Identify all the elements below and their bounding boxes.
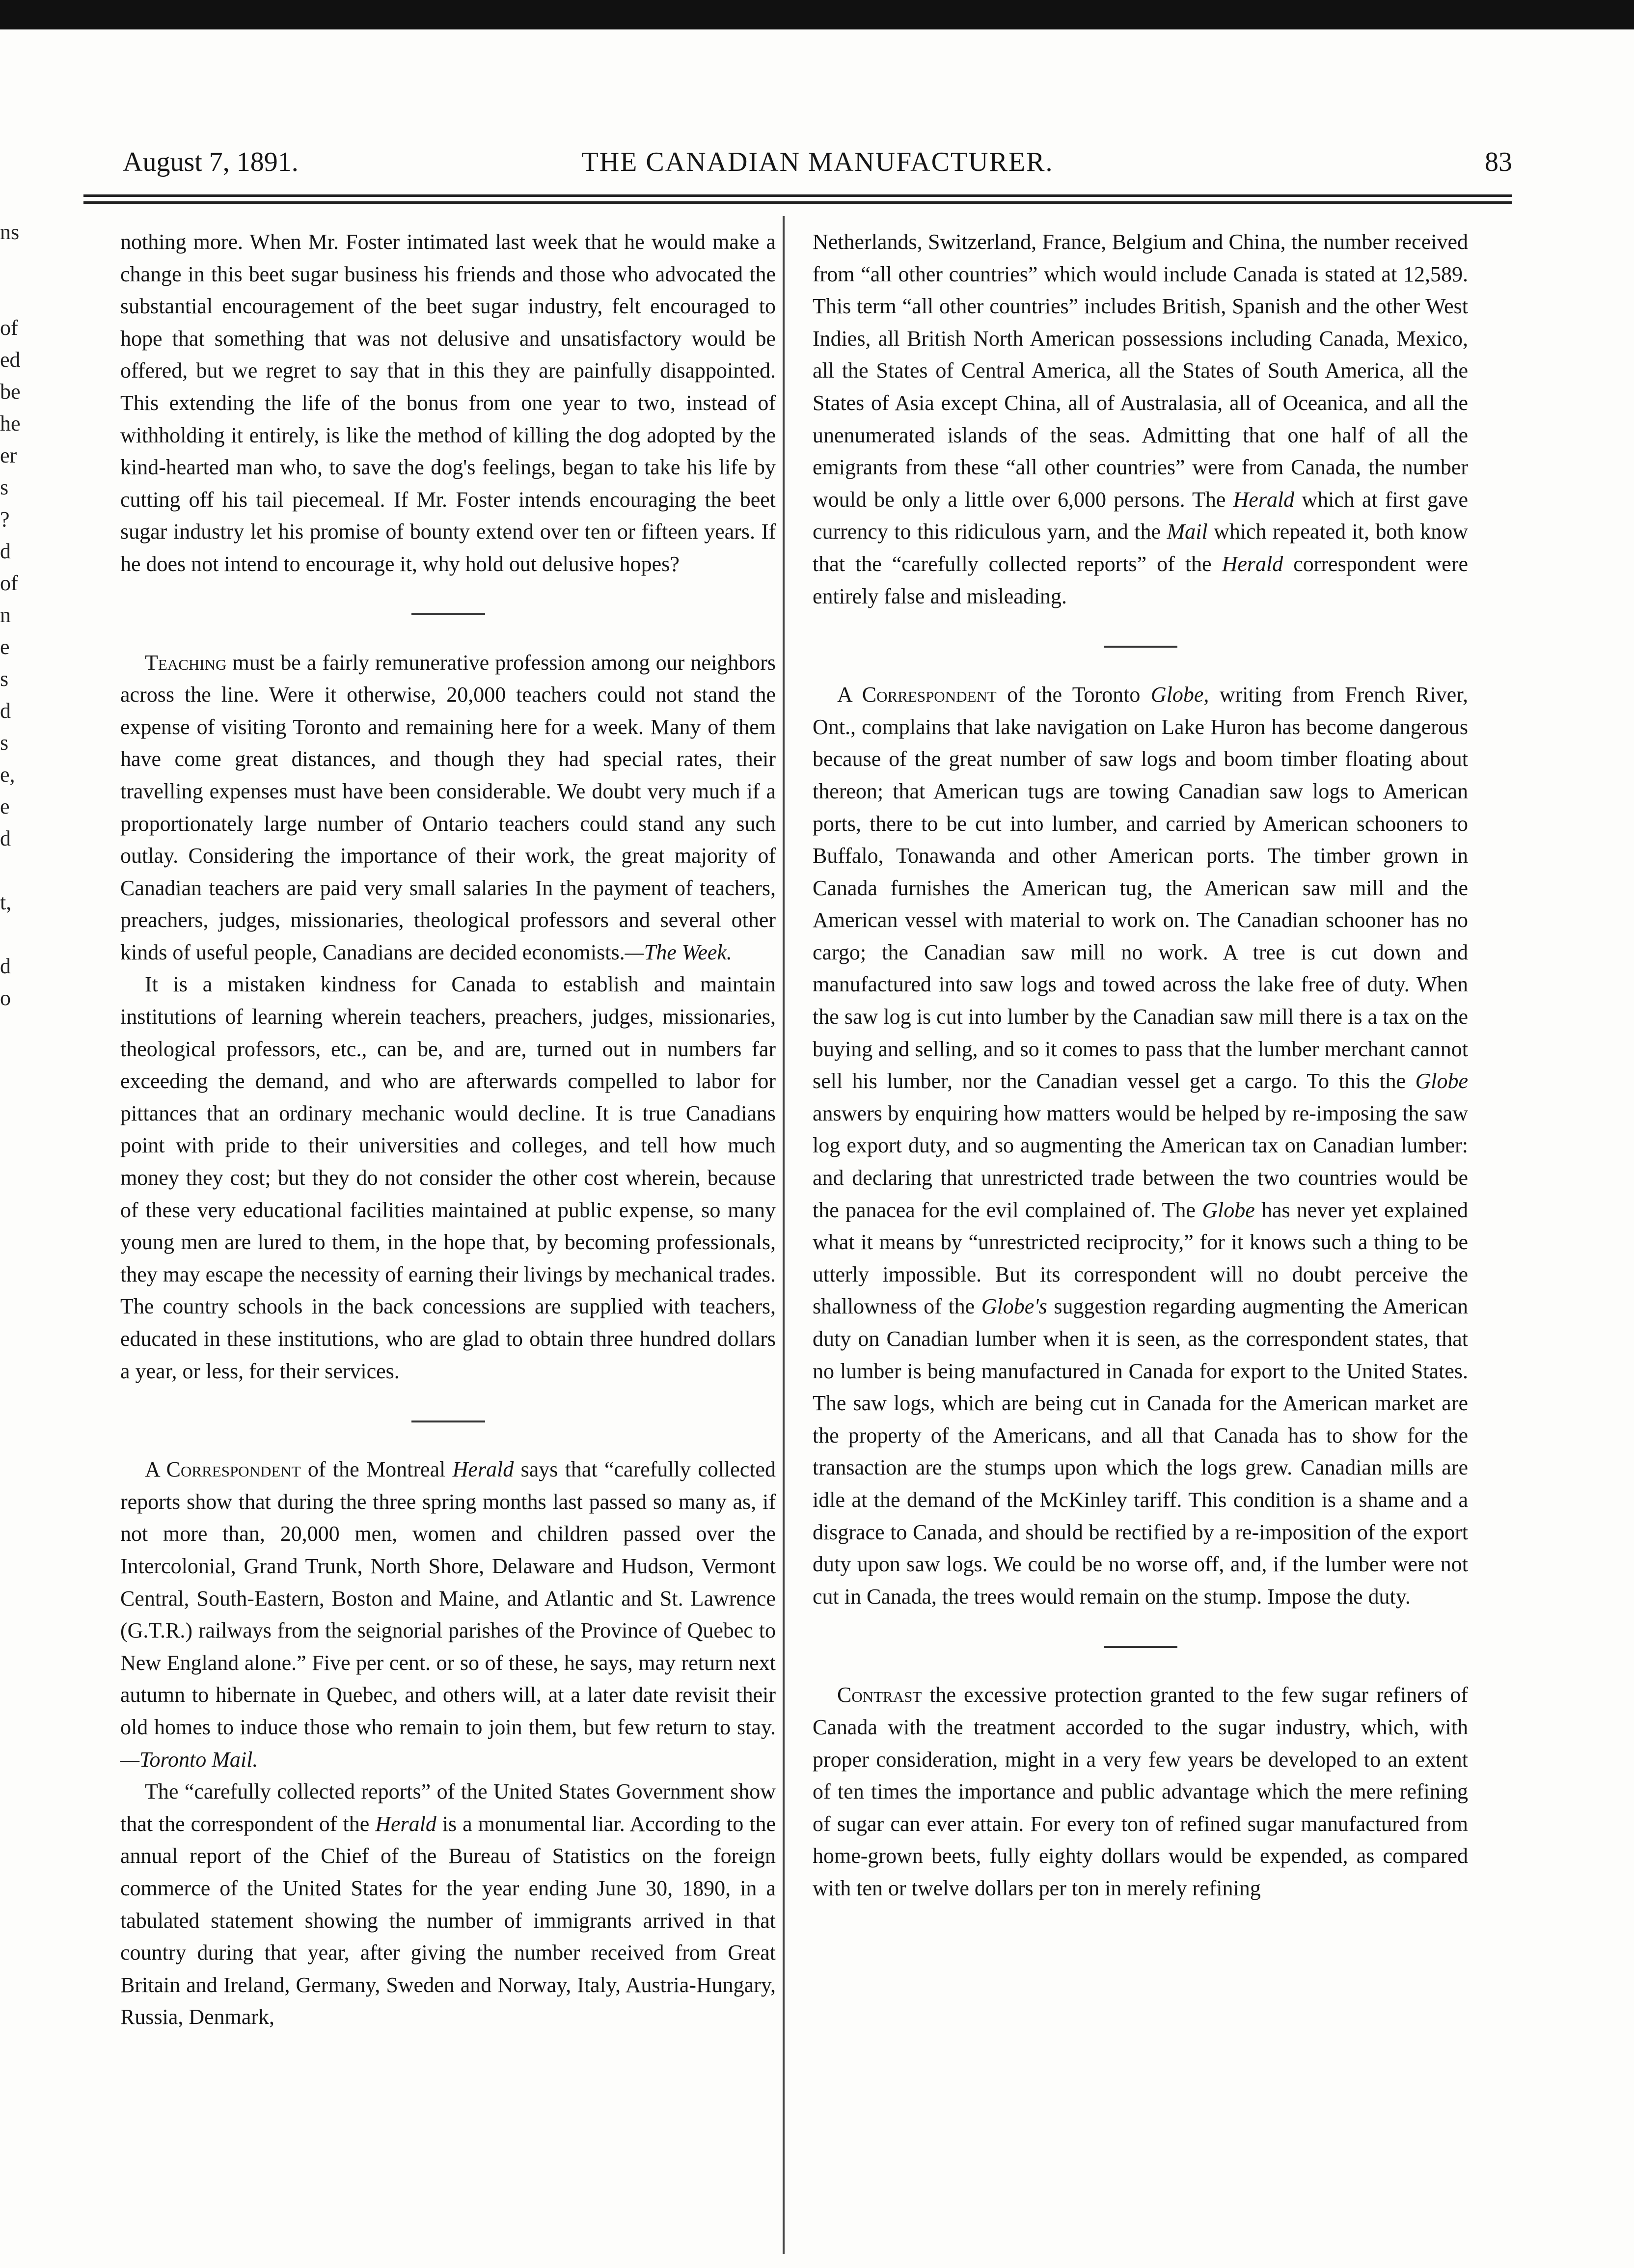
article-quebec-emigration: A Correspondent of the Montreal Herald says that “carefully collected reports show that during the three spring months last passed so many as, if not more than, 20,000 men, women and children passed over the Intercolonial, Grand Trunk, North Shore, Delaware and Hudson, Vermont Central, South-Eastern, Boston and Maine, and Atlantic and St. Lawrence (G.T.R.) railways from the seignorial parishes of the Province of Quebec to New England alone.” Five per cent. or so of these, he says, may return next autumn to hibernate in Quebec, and others will, at a later date revisit their old homes to induce those who remain to join them, but few return to stay.—Toronto Mail. (120, 1457, 776, 1772)
edge-fragment (0, 248, 20, 280)
source-credit: —The Week. (625, 940, 732, 964)
lead-word: Contrast (837, 1683, 922, 1707)
edge-fragment: er (0, 443, 17, 467)
edge-fragment: e, (0, 763, 15, 787)
header-rule-top (83, 194, 1512, 197)
edge-fragment (0, 918, 20, 950)
section-separator (813, 612, 1468, 679)
section-separator (813, 1612, 1468, 1679)
edge-fragment: ns (0, 220, 20, 244)
lead-word: Teaching (145, 650, 227, 675)
left-column (120, 226, 776, 2033)
article-herald-rebuttal: The “carefully collected reports” of the United States Government show that the correspondent of the Herald is a monumental liar. According to the annual report of the Chief of the Bureau of Statistics on the foreign commerce of the United States for the year ending June 30, 1890, in a tabulated statement showing the number of immigrants arrived in that country during that year, after giving the number received from Great Britain and Ireland, Germany, Sweden and Norway, Italy, Austria-Hungary, Russia, Denmark, (120, 1779, 776, 2029)
edge-fragment: d (0, 826, 11, 850)
edge-fragment: be (0, 380, 21, 404)
right-column (813, 226, 1468, 1905)
edge-fragment: ed (0, 348, 21, 372)
edge-fragment: o (0, 986, 11, 1010)
article-beet-sugar: nothing more. When Mr. Foster intimated last week that he would make a change in this beet sugar business his friends and those who advocated the substantial encouragement of the beet sugar industry, felt encouraged to hope that something that was not delusive and unsatisfactory would be offered, but we regret to say that in this they are painfully disappointed. This extending the life of the bonus from one year to two, instead of withholding it entirely, is like the method of killing the dog adopted by the kind-hearted man who, to save the dog's feelings, began to take his life by cutting off his tail piecemeal. If Mr. Foster intends encouraging the beet sugar industry let his promise of bounty extend over ten or fifteen years. If he does not intend to encourage it, why hold out delusive hopes? (120, 230, 776, 576)
edge-fragment: he (0, 411, 21, 436)
edge-fragment: s (0, 667, 9, 691)
column-divider (783, 216, 785, 2254)
article-saw-logs: A Correspondent of the Toronto Globe, writing from French River, Ont., complains that lake navigation on Lake Huron has become dangerous because of the great number of saw logs and boom timber floating about thereon; that American tugs are towing Canadian saw logs to American ports, there to be cut into lumber, and carried by American schooners to Buffalo, Tonawanda and other American ports. The timber grown in Canada furnishes the American tug, the American saw mill and the American vessel with material to work on. The Canadian schooner has no cargo; the Canadian saw mill no work. A tree is cut down and manufactured into saw logs and towed across the lake free of duty. When the saw log is cut into lumber by the Canadian saw mill there is a tax on the buying and selling, and so it comes to pass that the lumber merchant cannot sell his lumber, nor the Canadian vessel get a cargo. To this the Globe answers by enquiring how matters would be helped by re-imposing the saw log export duty, and so augmenting the American tax on Canadian lumber: and declaring that unrestricted trade between the two countries would be the panacea for the evil complained of. The Globe has never yet explained what it means by “unrestricted reciprocity,” for it knows such a thing to be utterly impossible. But its correspondent will no doubt perceive the shallowness of the Globe's suggestion regarding augmenting the American duty on Canadian lumber when it is seen, as the correspondent states, that no lumber is being manufactured in Canada for export to the United States. The saw logs, which are being cut in Canada for the American market are the property of the Americans, and all that Canada has to show for the transaction are the stumps upon which the logs grew. Canadian mills are idle at the demand of the McKinley tariff. This condition is a shame and a disgrace to Canada, and should be rectified by a re-imposition of the export duty upon saw logs. We could be no worse off, and, if the lumber were not cut in Canada, the trees would remain on the stump. Impose the duty. (813, 683, 1469, 1609)
article-teaching: Teaching must be a fairly remunerative profession among our neighbors across the line. Were it otherwise, 20,000 teachers could not stand the expense of visiting Toronto and remaining here for a week. Many of them have come great distances, and though they had special rates, their travelling expenses must have been considerable. We doubt very much if a proportionately large number of Ontario teachers could stand any such outlay. Considering the importance of their work, the great majority of Canadian teachers are paid very small salaries In the payment of teachers, preachers, judges, missionaries, theological professors and several other kinds of useful people, Canadians are decided economists.—The Week. (120, 650, 776, 964)
article-teaching-comment: It is a mistaken kindness for Canada to establish and maintain institutions of learning wherein teachers, preachers, judges, missionaries, theological professors, etc., can be, and are, turned out in numbers far exceeding the demand, and who are afterwards compelled to labor for pittances that an ordinary mechanic would decline. It is true Canadians point with pride to their universities and colleges, and tell how much money they cost; but they do not consider the other cost wherein, because of these very educational facilities maintained at public expense, so many young men are lured to them, in the hope that, by becoming professionals, they may escape the necessity of earning their livings by mechanical trades. The country schools in the back concessions are supplied with teachers, educated in these institutions, who are glad to obtain three hundred dollars a year, or less, for their services. (120, 972, 776, 1383)
section-separator (120, 580, 776, 647)
edge-fragment (0, 854, 20, 886)
edge-fragment: t, (0, 890, 12, 914)
edge-fragment: of (0, 316, 18, 340)
edge-fragment: e (0, 794, 10, 819)
header-rule-bottom (83, 201, 1512, 204)
article-sugar-refiners: Contrast the excessive protection granted to the few sugar refiners of Canada with the treatment accorded to the sugar industry, which, with proper consideration, might in a very few years be developed to an extent of ten times the importance and public advantage which the mere refining of sugar can ever attain. For every ton of refined sugar manufactured from home-grown beets, fully eighty dollars would be expended, as compared with ten or twelve dollars per ton in merely refining (813, 1683, 1468, 1900)
edge-fragment: d (0, 699, 11, 723)
top-border-rule (0, 0, 1634, 29)
section-separator (120, 1387, 776, 1453)
page-header (123, 137, 1512, 187)
page-number: 83 (1485, 147, 1512, 177)
edge-fragment: n (0, 603, 11, 627)
article-herald-rebuttal-continued: Netherlands, Switzerland, France, Belgium and China, the number received from “all other countries” which would include Canada is stated at 12,589. This term “all other countries” includes British, Spanish and the other West Indies, all British North American possessions including Canada, Mexico, all the States of Central America, all the States of South America, all the States of Asia except China, all of Australasia, all of Oceanica, and all the unenumerated islands of the seas. Admitting that one half of all the emigrants from these “all other countries” were from Canada, the number would be only a little over 6,000 persons. The Herald which at first gave currency to this ridiculous yarn, and the Mail which repeated it, both know that the “carefully collected reports” of the Herald correspondent were entirely false and misleading. (813, 230, 1469, 608)
lead-word: A Correspondent (145, 1457, 301, 1482)
previous-page-edge-fragments (0, 216, 20, 1051)
masthead-title: THE CANADIAN MANUFACTURER. (581, 147, 1054, 177)
source-credit: —Toronto Mail. (120, 1747, 258, 1772)
edge-fragment: s (0, 731, 9, 755)
lead-word: A Correspondent (837, 683, 997, 707)
issue-date: August 7, 1891. (123, 147, 299, 177)
edge-fragment: e (0, 635, 10, 659)
edge-fragment (0, 280, 20, 312)
edge-fragment: s ? (0, 475, 10, 531)
edge-fragment: of (0, 571, 18, 595)
edge-fragment: d (0, 954, 11, 978)
edge-fragment: d (0, 539, 11, 563)
